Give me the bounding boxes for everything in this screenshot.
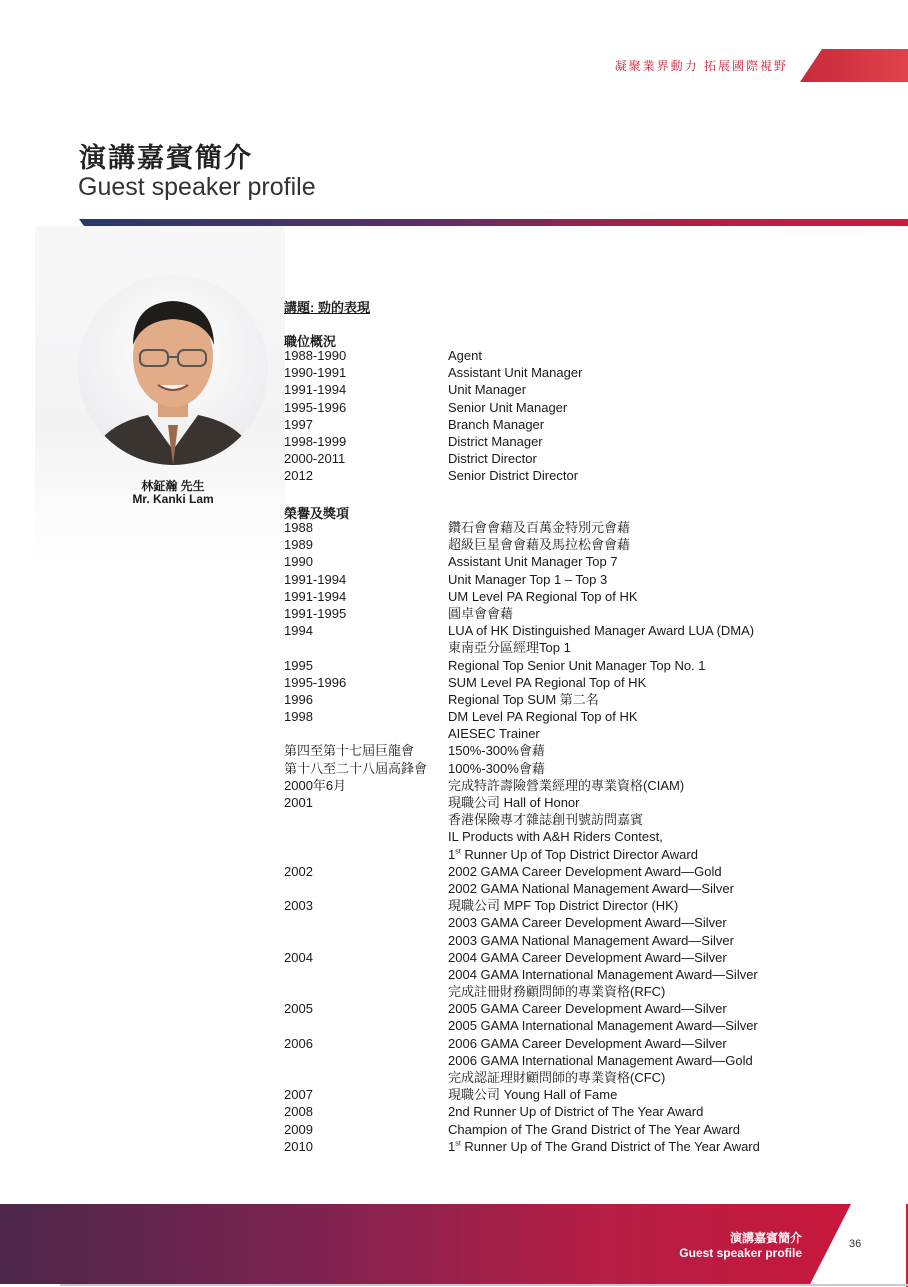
award-row-text: Champion of The Grand District of The Year Award [448, 1121, 740, 1137]
award-row-text: 2003 GAMA National Management Award—Silver [448, 932, 734, 948]
award-row-year: 1991-1994 [284, 571, 347, 587]
position-row [284, 450, 582, 467]
talk-topic: 講題: 勁的表現 [284, 300, 370, 315]
award-row-text: 2004 GAMA International Management Award—Silver [448, 966, 758, 982]
award-row-year [284, 932, 448, 949]
award-row [284, 897, 760, 914]
award-row-year: 1995 [284, 657, 313, 673]
award-row-year [284, 846, 448, 863]
speaker-name-zh: 林鉦瀚 先生 [141, 479, 205, 493]
position-row [284, 467, 582, 484]
ordinal-suffix: st [455, 1140, 461, 1148]
award-row-year: 2009 [284, 1121, 313, 1137]
award-row-text: 2005 GAMA Career Development Award—Silver [448, 1001, 727, 1017]
award-row [284, 742, 760, 759]
position-row-year: 1995-1996 [284, 399, 347, 415]
speaker-portrait [78, 275, 268, 465]
award-row [284, 880, 760, 897]
awards-heading: 榮譽及獎項 [284, 506, 350, 521]
award-row-text: Unit Manager Top 1 – Top 3 [448, 571, 608, 587]
award-row [284, 760, 760, 777]
award-row-year: 1990 [284, 554, 313, 570]
award-row-year: 1996 [284, 691, 313, 707]
award-row [284, 1086, 760, 1103]
award-row [284, 966, 760, 983]
award-row [284, 708, 760, 725]
award-row-year: 2007 [284, 1087, 313, 1103]
position-row-text: Unit Manager [448, 382, 527, 398]
awards-list [284, 519, 760, 1155]
award-row [284, 777, 760, 794]
award-row [284, 553, 760, 570]
award-row-text: 2005 GAMA International Management Award—Silver [448, 1018, 758, 1034]
award-row-text: IL Products with A&H Riders Contest, [448, 829, 663, 845]
award-row-text: 100%-300%會藉 [448, 760, 545, 776]
award-row [284, 588, 760, 605]
award-row-text: Assistant Unit Manager Top 7 [448, 554, 618, 570]
page-title-en: Guest speaker profile [78, 173, 316, 201]
award-row-year: 1991-1995 [284, 605, 347, 621]
award-row [284, 811, 760, 828]
award-row [284, 571, 760, 588]
award-row-year: 1994 [284, 623, 313, 639]
award-row-year: 2001 [284, 795, 313, 810]
award-row-year: 1989 [284, 537, 313, 553]
award-row-text: 150%-300%會藉 [448, 743, 545, 759]
award-row [284, 828, 760, 845]
award-row [284, 1121, 760, 1138]
award-row-year [284, 1069, 448, 1086]
position-row-year: 1990-1991 [284, 365, 347, 381]
award-row [284, 1017, 760, 1034]
header-tagline: 凝聚業界動力 拓展國際視野 [614, 59, 788, 73]
award-row-year [284, 811, 448, 828]
award-row-text [448, 1138, 760, 1155]
award-row-text: 鑽石會會藉及百萬金特別元會藉 [448, 520, 631, 535]
position-row-text: District Manager [448, 433, 543, 449]
award-row-text: 2006 GAMA International Management Award—Gold [448, 1052, 753, 1068]
award-row-year: 2010 [284, 1138, 313, 1154]
position-row-year: 2012 [284, 468, 313, 484]
award-row-text: 香港保險專才雜誌創刊號訪問嘉賓 [448, 812, 644, 828]
award-row-year [284, 914, 448, 931]
award-row-year: 2004 [284, 949, 313, 965]
award-row-text: 完成認証理財顧問師的專業資格(CFC) [448, 1070, 666, 1085]
award-row-year: 2005 [284, 1001, 313, 1017]
award-row-year: 第四至第十七屆巨龍會 [284, 743, 415, 759]
award-row [284, 1138, 760, 1155]
position-row [284, 347, 582, 364]
position-row [284, 381, 582, 398]
award-row-year [284, 1017, 448, 1034]
award-row-year: 1995-1996 [284, 674, 347, 690]
award-row-year: 1988 [284, 520, 313, 535]
award-row [284, 1103, 760, 1120]
title-divider [79, 219, 908, 226]
award-row-text: 現職公司 Hall of Honor [448, 795, 580, 810]
award-row-text: AIESEC Trainer [448, 726, 540, 742]
position-row-text: Branch Manager [448, 416, 545, 432]
position-row [284, 433, 582, 450]
award-row-text [448, 846, 698, 863]
award-row-text: 東南亞分區經理Top 1 [448, 640, 571, 656]
ordinal-number: 1 [448, 1138, 456, 1154]
award-row [284, 519, 760, 536]
position-row [284, 416, 582, 433]
ordinal-suffix: st [455, 848, 461, 856]
position-row-text: Senior Unit Manager [448, 399, 568, 415]
award-row-year: 第十八至二十八屆高鋒會 [284, 760, 428, 776]
award-row-text: 2003 GAMA Career Development Award—Silver [448, 915, 727, 931]
award-row [284, 1035, 760, 1052]
award-row-text: 超級巨星會會藉及馬拉松會會藉 [448, 537, 631, 553]
award-row-year: 2006 [284, 1035, 313, 1051]
award-row [284, 1052, 760, 1069]
position-row-year: 1998-1999 [284, 433, 347, 449]
award-row [284, 605, 760, 622]
award-row-text: 圓卓會會藉 [448, 605, 514, 621]
position-row-year: 1991-1994 [284, 382, 347, 398]
award-row [284, 725, 760, 742]
award-row [284, 1000, 760, 1017]
award-row [284, 1069, 760, 1086]
award-row [284, 846, 760, 863]
speaker-name-en: Mr. Kanki Lam [132, 492, 214, 506]
page-title-zh: 演講嘉賓簡介 [79, 143, 253, 173]
page-number: 36 [849, 1238, 862, 1250]
award-row-text: Regional Top SUM 第二名 [448, 691, 599, 707]
award-row-year [284, 966, 448, 983]
positions-list [284, 347, 582, 485]
position-row [284, 399, 582, 416]
award-row-text: SUM Level PA Regional Top of HK [448, 674, 647, 690]
award-row-text: 現職公司 Young Hall of Fame [448, 1087, 618, 1103]
award-row [284, 691, 760, 708]
award-row-text: 2002 GAMA National Management Award—Silver [448, 880, 734, 896]
award-row [284, 639, 760, 656]
positions-heading: 職位概況 [284, 334, 337, 349]
award-row-year: 1991-1994 [284, 588, 347, 604]
award-row-text: 2004 GAMA Career Development Award—Silver [448, 949, 727, 965]
award-row [284, 983, 760, 1000]
award-row [284, 932, 760, 949]
award-row-year [284, 828, 448, 845]
position-row-text: Agent [448, 348, 482, 363]
position-row-text: Assistant Unit Manager [448, 365, 583, 381]
award-text: Runner Up of The Grand District of The Year Award [464, 1138, 760, 1154]
award-row [284, 914, 760, 931]
award-row-text: 2002 GAMA Career Development Award—Gold [448, 863, 722, 879]
award-text: Runner Up of Top District Director Award [464, 846, 698, 862]
award-row-text: 完成註冊財務顧問師的專業資格(RFC) [448, 984, 666, 1000]
award-row-text: UM Level PA Regional Top of HK [448, 588, 638, 604]
award-row-year [284, 880, 448, 897]
award-row [284, 794, 760, 811]
award-row-text: LUA of HK Distinguished Manager Award LUA (DMA) [448, 623, 755, 639]
award-row-text: 完成特許壽險營業經理的專業資格(CIAM) [448, 777, 685, 793]
award-row-text: 2nd Runner Up of District of The Year Award [448, 1104, 704, 1120]
award-row [284, 657, 760, 674]
position-row-year: 2000-2011 [284, 451, 346, 467]
footer-title-zh: 演講嘉賓簡介 [729, 1231, 802, 1245]
position-row [284, 364, 582, 381]
award-row-text: 2006 GAMA Career Development Award—Silver [448, 1035, 727, 1051]
footer-bottom-line [60, 1284, 908, 1286]
ordinal-number: 1 [448, 846, 456, 862]
header-accent-tab [800, 49, 908, 82]
award-row-year [284, 639, 448, 656]
award-row-year: 2000年6月 [284, 777, 347, 793]
award-row [284, 674, 760, 691]
award-row-year [284, 725, 448, 742]
position-row-year: 1988-1990 [284, 348, 347, 363]
award-row-year [284, 983, 448, 1000]
award-row-year: 2008 [284, 1104, 313, 1120]
award-row-year: 2003 [284, 898, 313, 914]
award-row-year [284, 1052, 448, 1069]
award-row-year: 1998 [284, 709, 313, 725]
position-row-year: 1997 [284, 416, 313, 432]
award-row [284, 949, 760, 966]
award-row [284, 622, 760, 639]
award-row [284, 536, 760, 553]
award-row-text: DM Level PA Regional Top of HK [448, 709, 638, 725]
award-row-year: 2002 [284, 863, 313, 879]
footer-title-en: Guest speaker profile [679, 1246, 802, 1260]
position-row-text: District Director [448, 451, 537, 467]
award-row [284, 863, 760, 880]
award-row-text: Regional Top Senior Unit Manager Top No. 1 [448, 657, 706, 673]
position-row-text: Senior District Director [448, 468, 579, 484]
award-row-text: 現職公司 MPF Top District Director (HK) [448, 898, 679, 914]
